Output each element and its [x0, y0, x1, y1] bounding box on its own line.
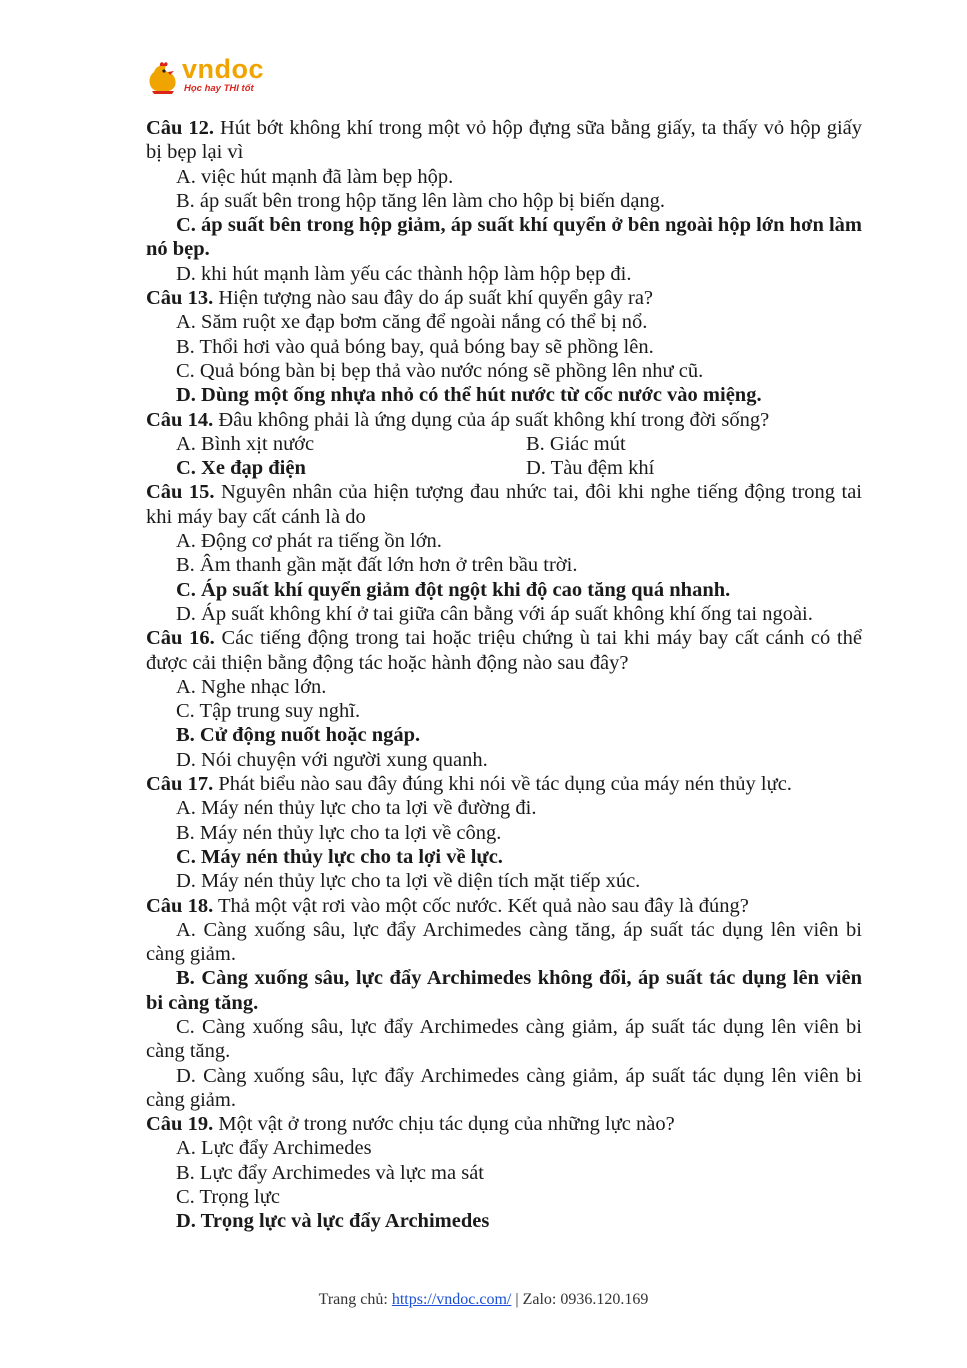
vndoc-logo: [144, 56, 274, 100]
question-text: Đâu không phải là ứng dụng của áp suất không khí trong đời sống?: [213, 408, 770, 431]
question-list: [146, 116, 862, 1234]
option-c-answer: C. Máy nén thủy lực cho ta lợi về lực.: [176, 845, 503, 868]
option-b-answer: B. Càng xuống sâu, lực đẩy Archimedes không đổi, áp suất tác dụng lên viên bi càng tăng.: [146, 967, 862, 1014]
option-b: B. Giác mút: [526, 432, 626, 455]
question-text: Các tiếng động trong tai hoặc triệu chứng ù tai khi máy bay cất cánh có thể được cải thiện bằng động tác hoặc hành động nào sau đây?: [146, 627, 862, 674]
question-label: Câu 18.: [146, 894, 214, 917]
question-17: [146, 772, 862, 796]
option-a: A. Máy nén thủy lực cho ta lợi về đường đi.: [176, 797, 537, 820]
footer-contact: | Zalo: 0936.120.169: [511, 1291, 649, 1308]
page-footer: [0, 1291, 967, 1309]
question-13: [146, 286, 862, 310]
question-label: Câu 13.: [146, 287, 214, 310]
option-d: D. Áp suất không khí ở tai giữa cân bằng với áp suất không khí ống tai ngoài.: [176, 602, 813, 625]
logo-tagline: Học hay THI tốt: [184, 83, 254, 94]
question-text: Hiện tượng nào sau đây do áp suất khí quyển gây ra?: [213, 287, 654, 310]
logo-word: vndoc: [182, 54, 265, 84]
question-text: Nguyên nhân của hiện tượng đau nhức tai, đôi khi nghe tiếng động trong tai khi máy bay cất cánh là do: [146, 481, 862, 528]
option-b: B. áp suất bên trong hộp tăng lên làm cho hộp bị biến dạng.: [176, 189, 666, 212]
option-b-answer: B. Cử động nuốt hoặc ngáp.: [176, 724, 421, 747]
option-a: A. Động cơ phát ra tiếng ồn lớn.: [176, 530, 442, 553]
option-c: C. Quả bóng bàn bị bẹp thả vào nước nóng sẽ phồng lên như cũ.: [176, 359, 704, 382]
question-19: [146, 1112, 862, 1136]
question-14: [146, 408, 862, 432]
option-b: B. Máy nén thủy lực cho ta lợi về công.: [176, 821, 502, 844]
question-text: Phát biểu nào sau đây đúng khi nói về tác dụng của máy nén thủy lực.: [213, 773, 792, 796]
option-a: A. Săm ruột xe đạp bơm căng để ngoài nắng có thể bị nổ.: [176, 311, 648, 334]
question-label: Câu 19.: [146, 1113, 214, 1136]
option-d: D. Tàu đệm khí: [526, 457, 655, 480]
option-a: A. Bình xịt nước: [176, 432, 315, 455]
option-a: A. việc hút mạnh đã làm bẹp hộp.: [176, 165, 454, 188]
options-row: [146, 456, 862, 480]
option-d-answer: D. Trọng lực và lực đẩy Archimedes: [176, 1210, 490, 1233]
option-b: B. Lực đẩy Archimedes và lực ma sát: [176, 1161, 484, 1184]
option-a: A. Càng xuống sâu, lực đẩy Archimedes càng tăng, áp suất tác dụng lên viên bi càng giảm.: [146, 918, 862, 966]
option-c-answer: C. Áp suất khí quyển giảm đột ngột khi độ cao tăng quá nhanh.: [176, 578, 731, 601]
option-d: D. Nói chuyện với người xung quanh.: [176, 748, 488, 771]
options-row: [146, 432, 862, 456]
option-d: D. Càng xuống sâu, lực đẩy Archimedes càng giảm, áp suất tác dụng lên viên bi càng giảm.: [146, 1064, 862, 1111]
question-text: Hút bớt không khí trong một vỏ hộp đựng sữa bằng giấy, ta thấy vỏ hộp giấy bị bẹp lại vì: [146, 117, 862, 164]
option-c: C. Trọng lực: [176, 1186, 280, 1209]
option-d: D. khi hút mạnh làm yếu các thành hộp làm hộp bẹp đi.: [176, 262, 632, 285]
question-15: [146, 480, 862, 529]
footer-prefix: Trang chủ:: [318, 1291, 392, 1308]
option-a: A. Nghe nhạc lớn.: [176, 675, 327, 698]
option-b: B. Thổi hơi vào quả bóng bay, quả bóng bay sẽ phồng lên.: [176, 335, 654, 358]
question-text: Thả một vật rơi vào một cốc nước. Kết quả nào sau đây là đúng?: [213, 894, 749, 917]
option-c-answer: C. áp suất bên trong hộp giảm, áp suất khí quyển ở bên ngoài hộp lớn hơn làm nó bẹp.: [146, 214, 862, 261]
question-label: Câu 17.: [146, 773, 214, 796]
option-c-answer: C. Xe đạp điện: [176, 457, 306, 480]
rooster-icon: [144, 60, 182, 98]
option-d: D. Máy nén thủy lực cho ta lợi về diện tích mặt tiếp xúc.: [176, 870, 641, 893]
question-18: [146, 894, 862, 918]
question-label: Câu 12.: [146, 117, 215, 139]
question-text: Một vật ở trong nước chịu tác dụng của những lực nào?: [213, 1113, 675, 1136]
option-c: C. Càng xuống sâu, lực đẩy Archimedes càng giảm, áp suất tác dụng lên viên bi càng tăng.: [146, 1015, 862, 1063]
option-b: B. Âm thanh gần mặt đất lớn hơn ở trên bầu trời.: [176, 554, 578, 577]
question-label: Câu 14.: [146, 408, 214, 431]
option-d-answer: D. Dùng một ống nhựa nhỏ có thể hút nước từ cốc nước vào miệng.: [176, 384, 762, 407]
question-12: [146, 116, 862, 165]
question-label: Câu 16.: [146, 627, 215, 650]
question-label: Câu 15.: [146, 481, 215, 504]
option-a: A. Lực đẩy Archimedes: [176, 1137, 372, 1160]
question-16: [146, 626, 862, 675]
homepage-link[interactable]: https://vndoc.com/: [391, 1291, 512, 1308]
option-c: C. Tập trung suy nghĩ.: [176, 700, 361, 723]
